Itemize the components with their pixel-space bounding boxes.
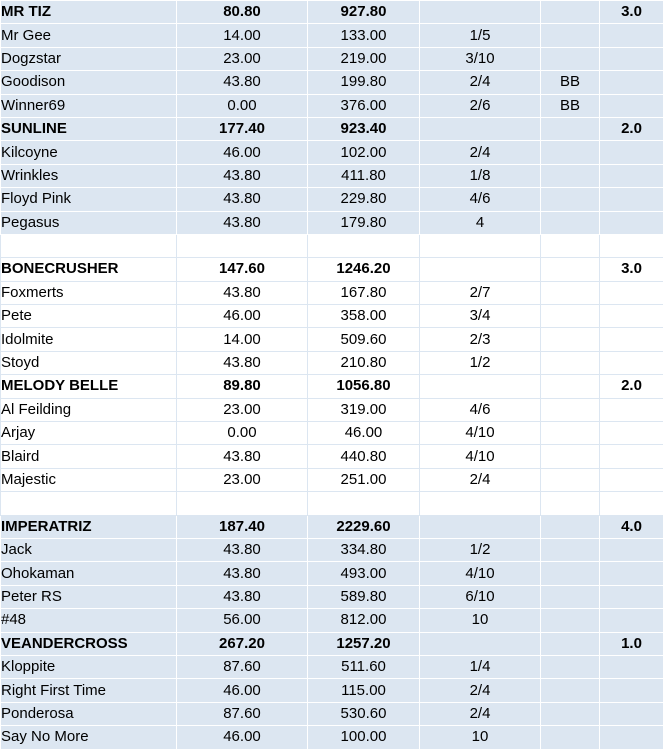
name-cell[interactable]: Blaird (1, 445, 177, 468)
total-cell[interactable]: 179.80 (308, 211, 420, 234)
points-cell[interactable]: 0.00 (177, 422, 308, 445)
player-row (1, 141, 663, 164)
score-cell[interactable] (600, 492, 663, 515)
points-cell[interactable]: 46.00 (177, 679, 308, 702)
ratio-cell[interactable]: 1/4 (420, 655, 541, 678)
player-row (1, 328, 663, 351)
points-cell[interactable]: 46.00 (177, 726, 308, 749)
flag-cell[interactable] (541, 305, 600, 328)
flag-cell[interactable] (541, 281, 600, 304)
total-cell[interactable]: 334.80 (308, 538, 420, 561)
flag-cell[interactable] (541, 585, 600, 608)
score-cell[interactable] (600, 328, 663, 351)
team-total-cell[interactable]: 927.80 (308, 1, 420, 24)
score-cell[interactable] (600, 585, 663, 608)
total-cell[interactable]: 509.60 (308, 328, 420, 351)
score-cell[interactable] (600, 71, 663, 94)
points-cell[interactable]: 43.80 (177, 164, 308, 187)
points-cell[interactable]: 0.00 (177, 94, 308, 117)
name-cell[interactable]: Kilcoyne (1, 141, 177, 164)
team-flag-cell[interactable] (541, 1, 600, 24)
name-cell[interactable]: Wrinkles (1, 164, 177, 187)
score-cell[interactable] (600, 24, 663, 47)
player-row (1, 445, 663, 468)
flag-cell[interactable] (541, 562, 600, 585)
name-cell[interactable]: Ponderosa (1, 702, 177, 725)
name-cell[interactable]: Say No More (1, 726, 177, 749)
player-row (1, 94, 663, 117)
name-cell[interactable] (1, 234, 177, 257)
name-cell[interactable]: Idolmite (1, 328, 177, 351)
flag-cell[interactable] (541, 492, 600, 515)
name-cell[interactable]: Peter RS (1, 585, 177, 608)
name-cell[interactable]: Foxmerts (1, 281, 177, 304)
flag-cell[interactable] (541, 726, 600, 749)
player-row (1, 422, 663, 445)
team-name-cell[interactable]: MELODY BELLE (1, 375, 177, 398)
points-cell[interactable]: 56.00 (177, 609, 308, 632)
team-score-cell[interactable]: 4.0 (600, 515, 663, 538)
team-name-cell[interactable]: SUNLINE (1, 117, 177, 140)
total-cell[interactable]: 440.80 (308, 445, 420, 468)
team-ratio-cell[interactable] (420, 515, 541, 538)
points-cell[interactable]: 14.00 (177, 24, 308, 47)
score-cell[interactable] (600, 141, 663, 164)
flag-cell[interactable] (541, 445, 600, 468)
team-flag-cell[interactable] (541, 117, 600, 140)
player-row (1, 679, 663, 702)
team-score-cell[interactable]: 3.0 (600, 1, 663, 24)
ratio-cell[interactable]: 2/6 (420, 94, 541, 117)
team-ratio-cell[interactable] (420, 117, 541, 140)
points-cell[interactable]: 46.00 (177, 305, 308, 328)
blank-row (1, 492, 663, 515)
total-cell[interactable]: 589.80 (308, 585, 420, 608)
name-cell[interactable]: Ohokaman (1, 562, 177, 585)
player-row (1, 538, 663, 561)
player-row (1, 655, 663, 678)
team-name-cell[interactable]: BONECRUSHER (1, 258, 177, 281)
total-cell[interactable]: 493.00 (308, 562, 420, 585)
name-cell[interactable]: Al Feilding (1, 398, 177, 421)
score-cell[interactable] (600, 609, 663, 632)
name-cell[interactable]: Jack (1, 538, 177, 561)
flag-cell[interactable] (541, 655, 600, 678)
points-cell[interactable] (177, 492, 308, 515)
player-row (1, 702, 663, 725)
name-cell[interactable] (1, 492, 177, 515)
ratio-cell[interactable]: 1/5 (420, 24, 541, 47)
total-cell[interactable]: 319.00 (308, 398, 420, 421)
points-cell[interactable]: 43.80 (177, 351, 308, 374)
team-ratio-cell[interactable] (420, 375, 541, 398)
team-row (1, 1, 663, 24)
spreadsheet-body (1, 1, 663, 750)
name-cell[interactable]: Winner69 (1, 94, 177, 117)
team-total-cell[interactable]: 1246.20 (308, 258, 420, 281)
team-ratio-cell[interactable] (420, 632, 541, 655)
points-cell[interactable]: 43.80 (177, 188, 308, 211)
score-cell[interactable] (600, 94, 663, 117)
team-points-cell[interactable]: 267.20 (177, 632, 308, 655)
team-name-cell[interactable]: MR TIZ (1, 1, 177, 24)
ratio-cell[interactable]: 2/4 (420, 468, 541, 491)
player-row (1, 211, 663, 234)
total-cell[interactable]: 411.80 (308, 164, 420, 187)
flag-cell[interactable] (541, 47, 600, 70)
player-row (1, 351, 663, 374)
score-cell[interactable] (600, 47, 663, 70)
score-cell[interactable] (600, 679, 663, 702)
team-points-cell[interactable]: 89.80 (177, 375, 308, 398)
player-row (1, 398, 663, 421)
total-cell[interactable]: 210.80 (308, 351, 420, 374)
blank-row (1, 234, 663, 257)
total-cell[interactable]: 102.00 (308, 141, 420, 164)
ratio-cell[interactable]: 2/4 (420, 141, 541, 164)
ratio-cell[interactable]: 2/3 (420, 328, 541, 351)
name-cell[interactable]: Pete (1, 305, 177, 328)
ratio-cell[interactable]: 4/6 (420, 188, 541, 211)
team-points-cell[interactable]: 147.60 (177, 258, 308, 281)
ratio-cell[interactable] (420, 492, 541, 515)
score-cell[interactable] (600, 398, 663, 421)
name-cell[interactable]: Arjay (1, 422, 177, 445)
points-cell[interactable]: 87.60 (177, 655, 308, 678)
points-cell[interactable] (177, 234, 308, 257)
team-points-cell[interactable]: 177.40 (177, 117, 308, 140)
score-cell[interactable] (600, 234, 663, 257)
points-cell[interactable]: 43.80 (177, 211, 308, 234)
score-cell[interactable] (600, 351, 663, 374)
player-row (1, 71, 663, 94)
score-cell[interactable] (600, 562, 663, 585)
total-cell[interactable]: 115.00 (308, 679, 420, 702)
ratio-cell[interactable]: 2/4 (420, 71, 541, 94)
total-cell[interactable]: 376.00 (308, 94, 420, 117)
player-row (1, 24, 663, 47)
team-score-cell[interactable]: 3.0 (600, 258, 663, 281)
points-cell[interactable]: 46.00 (177, 141, 308, 164)
score-cell[interactable] (600, 422, 663, 445)
score-cell[interactable] (600, 538, 663, 561)
team-total-cell[interactable]: 1056.80 (308, 375, 420, 398)
score-cell[interactable] (600, 468, 663, 491)
points-cell[interactable]: 23.00 (177, 468, 308, 491)
team-row (1, 515, 663, 538)
name-cell[interactable]: Mr Gee (1, 24, 177, 47)
total-cell[interactable]: 511.60 (308, 655, 420, 678)
total-cell[interactable]: 219.00 (308, 47, 420, 70)
score-cell[interactable] (600, 655, 663, 678)
name-cell[interactable]: Kloppite (1, 655, 177, 678)
team-ratio-cell[interactable] (420, 258, 541, 281)
score-cell[interactable] (600, 305, 663, 328)
player-row (1, 281, 663, 304)
flag-cell[interactable] (541, 351, 600, 374)
flag-cell[interactable] (541, 164, 600, 187)
score-cell[interactable] (600, 726, 663, 749)
team-flag-cell[interactable] (541, 632, 600, 655)
team-name-cell[interactable]: IMPERATRIZ (1, 515, 177, 538)
team-score-cell[interactable]: 2.0 (600, 375, 663, 398)
flag-cell[interactable] (541, 422, 600, 445)
flag-cell[interactable]: BB (541, 94, 600, 117)
name-cell[interactable]: #48 (1, 609, 177, 632)
player-row (1, 585, 663, 608)
ratio-cell[interactable] (420, 234, 541, 257)
team-points-cell[interactable]: 80.80 (177, 1, 308, 24)
flag-cell[interactable] (541, 609, 600, 632)
ratio-cell[interactable]: 10 (420, 726, 541, 749)
ratio-cell[interactable]: 4 (420, 211, 541, 234)
ratio-cell[interactable]: 4/10 (420, 422, 541, 445)
total-cell[interactable]: 46.00 (308, 422, 420, 445)
ratio-cell[interactable]: 6/10 (420, 585, 541, 608)
player-row (1, 164, 663, 187)
team-row (1, 117, 663, 140)
team-points-cell[interactable]: 187.40 (177, 515, 308, 538)
flag-cell[interactable] (541, 679, 600, 702)
score-cell[interactable] (600, 445, 663, 468)
name-cell[interactable]: Pegasus (1, 211, 177, 234)
ratio-cell[interactable]: 1/8 (420, 164, 541, 187)
points-cell[interactable]: 23.00 (177, 398, 308, 421)
player-row (1, 188, 663, 211)
name-cell[interactable]: Right First Time (1, 679, 177, 702)
name-cell[interactable]: Majestic (1, 468, 177, 491)
name-cell[interactable]: Dogzstar (1, 47, 177, 70)
total-cell[interactable]: 199.80 (308, 71, 420, 94)
flag-cell[interactable] (541, 538, 600, 561)
total-cell[interactable]: 251.00 (308, 468, 420, 491)
name-cell[interactable]: Stoyd (1, 351, 177, 374)
team-flag-cell[interactable] (541, 258, 600, 281)
team-score-cell[interactable]: 2.0 (600, 117, 663, 140)
flag-cell[interactable] (541, 702, 600, 725)
flag-cell[interactable] (541, 328, 600, 351)
team-row (1, 632, 663, 655)
score-cell[interactable] (600, 702, 663, 725)
ratio-cell[interactable]: 2/4 (420, 702, 541, 725)
ratio-cell[interactable]: 4/6 (420, 398, 541, 421)
flag-cell[interactable] (541, 141, 600, 164)
score-cell[interactable] (600, 211, 663, 234)
player-row (1, 468, 663, 491)
score-cell[interactable] (600, 281, 663, 304)
team-total-cell[interactable]: 1257.20 (308, 632, 420, 655)
flag-cell[interactable] (541, 468, 600, 491)
team-name-cell[interactable]: VEANDERCROSS (1, 632, 177, 655)
ratio-cell[interactable]: 2/7 (420, 281, 541, 304)
total-cell[interactable]: 229.80 (308, 188, 420, 211)
total-cell[interactable] (308, 234, 420, 257)
flag-cell[interactable] (541, 234, 600, 257)
total-cell[interactable]: 100.00 (308, 726, 420, 749)
points-cell[interactable]: 43.80 (177, 71, 308, 94)
flag-cell[interactable]: BB (541, 71, 600, 94)
team-total-cell[interactable]: 2229.60 (308, 515, 420, 538)
flag-cell[interactable] (541, 188, 600, 211)
ratio-cell[interactable]: 10 (420, 609, 541, 632)
ratio-cell[interactable]: 3/10 (420, 47, 541, 70)
team-flag-cell[interactable] (541, 375, 600, 398)
ratio-cell[interactable]: 2/4 (420, 679, 541, 702)
team-total-cell[interactable]: 923.40 (308, 117, 420, 140)
player-row (1, 609, 663, 632)
points-cell[interactable]: 43.80 (177, 562, 308, 585)
points-cell[interactable]: 43.80 (177, 585, 308, 608)
team-ratio-cell[interactable] (420, 1, 541, 24)
name-cell[interactable]: Floyd Pink (1, 188, 177, 211)
points-cell[interactable]: 14.00 (177, 328, 308, 351)
points-cell[interactable]: 43.80 (177, 538, 308, 561)
team-flag-cell[interactable] (541, 515, 600, 538)
ratio-cell[interactable]: 3/4 (420, 305, 541, 328)
points-cell[interactable]: 87.60 (177, 702, 308, 725)
points-cell[interactable]: 23.00 (177, 47, 308, 70)
total-cell[interactable]: 530.60 (308, 702, 420, 725)
flag-cell[interactable] (541, 211, 600, 234)
total-cell[interactable]: 167.80 (308, 281, 420, 304)
points-cell[interactable]: 43.80 (177, 281, 308, 304)
points-cell[interactable]: 43.80 (177, 445, 308, 468)
total-cell[interactable]: 358.00 (308, 305, 420, 328)
team-score-cell[interactable]: 1.0 (600, 632, 663, 655)
team-row (1, 258, 663, 281)
player-row (1, 562, 663, 585)
total-cell[interactable]: 133.00 (308, 24, 420, 47)
ratio-cell[interactable]: 1/2 (420, 538, 541, 561)
total-cell[interactable]: 812.00 (308, 609, 420, 632)
player-row (1, 47, 663, 70)
ratio-cell[interactable]: 4/10 (420, 445, 541, 468)
total-cell[interactable] (308, 492, 420, 515)
score-cell[interactable] (600, 164, 663, 187)
player-row (1, 726, 663, 749)
ratio-cell[interactable]: 1/2 (420, 351, 541, 374)
flag-cell[interactable] (541, 398, 600, 421)
score-cell[interactable] (600, 188, 663, 211)
player-row (1, 305, 663, 328)
team-row (1, 375, 663, 398)
ratio-cell[interactable]: 4/10 (420, 562, 541, 585)
flag-cell[interactable] (541, 24, 600, 47)
name-cell[interactable]: Goodison (1, 71, 177, 94)
